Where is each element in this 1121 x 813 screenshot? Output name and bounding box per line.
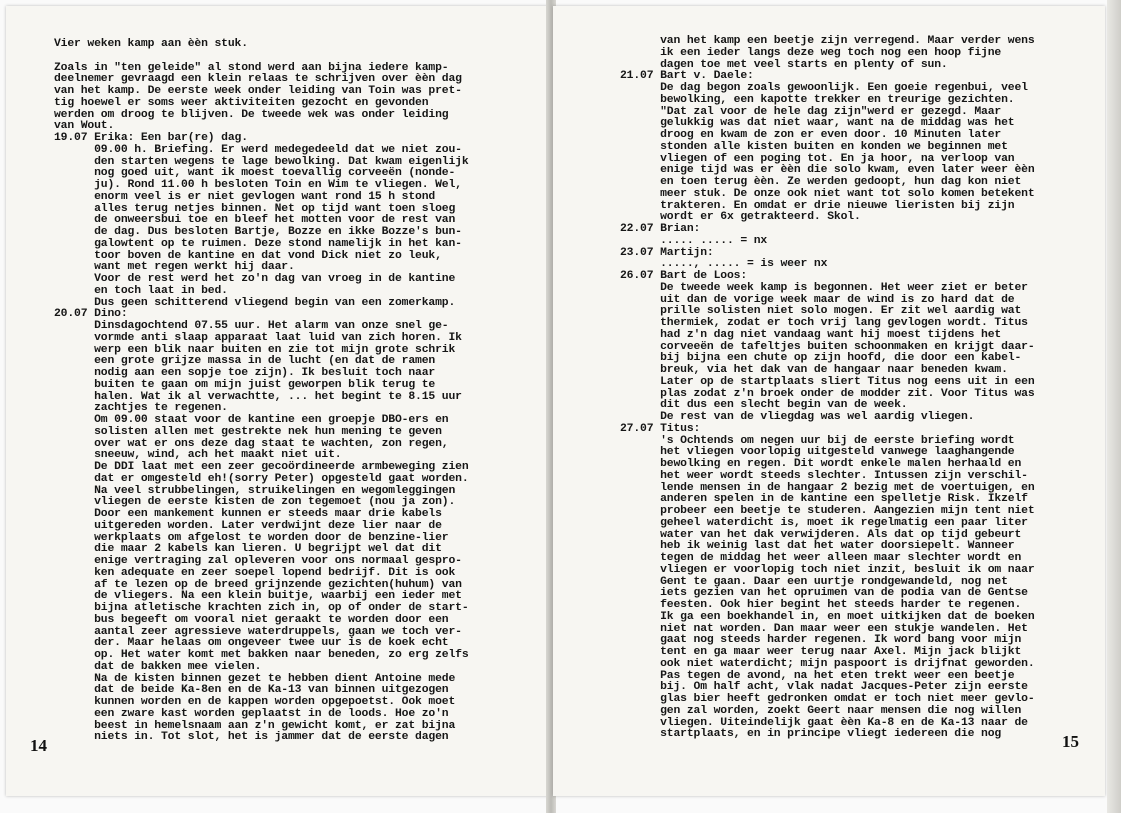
text-line: tent en ga maar weer terug naar Axel. Mijn jack blijkt (620, 646, 1022, 658)
text-line: gelukkig was dat niet waar, want na de middag was het (620, 117, 1015, 130)
text-line: buiten te gaan om mijn juist geworpen blik terug te (54, 378, 436, 391)
text-line: nog goed uit, want ik moest toevallig corveeën (nonde- (54, 167, 456, 180)
text-line: vormde anti slaap apparaat laat luid van zich horen. Ik (54, 331, 462, 344)
text-line: bij bijna een chute op zijn hoofd, die door een kabel- (620, 352, 1022, 365)
text-line: halen. Wat ik al verwachtte, ... het begint te 8.15 uur (54, 390, 462, 403)
text-line: enige tijd was er èèn die solo kwam, even later weer èèn (620, 164, 1035, 177)
text-line: uitgereden worden. Later verdwijnt deze lier naar de (54, 519, 442, 532)
text-line: prille solisten niet solo mogen. Er zit wel aardig wat (620, 305, 1022, 318)
page-number-left: 14 (30, 736, 47, 755)
text-line: ....., ..... = is weer nx (620, 258, 828, 271)
text-line: meer stuk. De onze ook niet want tot solo komen betekent (620, 187, 1035, 200)
text-line: Door een mankement kunnen er steeds maar drie kabels (54, 508, 442, 520)
text-line: De rest van de vliegdag was wel aardig vliegen. (620, 411, 975, 423)
text-line: 09.00 h. Briefing. Er werd medegedeeld dat we niet zou- (54, 143, 462, 156)
text-line: "Dat zal voor de hele dag zijn"werd er gezegd. Maar (620, 105, 1002, 118)
text-line: vliegen er voorlopig toch niet inzit, besluit ik om naar (620, 563, 1035, 576)
text-line: had z'n dag niet vandaag want hij moest tijdens het (620, 328, 1002, 341)
text-line: Dinsdagochtend 07.55 uur. Het alarm van onze snel ge- (54, 320, 449, 332)
text-line: Gent te gaan. Daar een uurtje rondgewandeld, nog net (620, 575, 1008, 588)
text-line: niets in. Tot slot, het is jammer dat de eerste dagen (54, 731, 449, 744)
text-line: solisten allen met gestrekte nek hun mening te geven (54, 425, 442, 438)
text-line: anderen spelen in de kantine een spelletje Risk. Ikzelf (620, 493, 1028, 506)
text-line: aantal zeer agressieve waterdruppels, gaan we toch ver- (54, 625, 462, 638)
text-line: wordt er 6x getrakteerd. Skol. (620, 211, 861, 224)
text-line: 27.07 Titus: (620, 422, 701, 435)
text-line: De DDI laat met een zeer gecoördineerde armbeweging zien (54, 461, 469, 473)
text-line: Vier weken kamp aan èèn stuk. (54, 38, 248, 50)
text-line: Later op de startplaats sliert Titus nog eens uit in een (620, 375, 1035, 388)
text-line: sneeuw, wind, ach het maakt niet uit. (54, 449, 342, 462)
text-line: werkplaats om afgelost te worden door de benzine-lier (54, 531, 449, 544)
text-line: galowtent op te ruimen. Deze stond namelijk in het kan- (54, 237, 462, 250)
text-line: dit dus een slecht begin van de week. (620, 399, 908, 412)
text-line: Om 09.00 staat voor de kantine een groepje DBO-ers en (54, 414, 449, 426)
text-line: ook niet waterdicht; mijn paspoort is drijfnat geworden. (620, 657, 1035, 670)
text-line: gaat nog steeds harder regenen. Ik word bang voor mijn (620, 634, 1022, 647)
text-line: 19.07 Erika: Een bar(re) dag. (54, 132, 248, 144)
text-line: niet nat worden. Dan maar weer een stukje wandelen. Het (620, 622, 1028, 635)
text-line: 's Ochtends om negen uur bij de eerste briefing wordt (620, 434, 1015, 447)
text-line: thermiek, zodat er toch vrij lang gevlogen wordt. Titus (620, 317, 1028, 329)
right-page (553, 6, 1105, 796)
text-line: glas bier heeft gedronken omdat er toch niet meer gevlo- (620, 693, 1035, 705)
text-line: Ik ga een boekhandel in, en moet uitkijken dat de boeken (620, 610, 1035, 623)
text-line: die maar 2 kabels kan lieren. U begrijpt wel dat dit (54, 543, 442, 556)
text-line: bijna atletische krachten zich in, op of onder de start- (54, 602, 469, 614)
text-line: van het kamp een beetje zijn verregend. Maar verder wens (620, 35, 1035, 47)
text-line: lende mensen in de hangaar 2 bezig met de voertuigen, en (620, 481, 1035, 494)
text-line: beest in hemelsnaam aan z'n gewicht komt, er zat bijna (54, 719, 456, 732)
text-line: en toch laat in bed. (54, 284, 228, 297)
text-line: Na de kisten binnen gezet te hebben dient Antoine mede (54, 672, 456, 685)
text-line: het vliegen voorlopig uitgesteld vanwege laaghangende (620, 446, 1015, 459)
left-page-text (54, 39, 469, 744)
text-line: water van het dak verwijderen. Als dat op tijd gebeurt (620, 528, 1022, 541)
text-line: deelnemer gevraagd een klein relaas te schrijven over èèn dag (54, 73, 462, 86)
text-line: van Wout. (54, 120, 115, 133)
text-line: corveeën de tafeltjes buiten schoonmaken en krijgt daar- (620, 340, 1035, 353)
text-line: werp een blik naar buiten en zie tot mijn grote schrik (54, 343, 456, 356)
text-line: droog en kwam de zon er even door. 10 Minuten later (620, 129, 1002, 141)
text-line: bus begeeft om vooral niet geraakt te worden door een (54, 613, 449, 626)
text-line: dat er omgesteld eh!(sorry Peter) opgesteld gaat worden. (54, 472, 469, 485)
text-line: startplaats, en in principe vliegt iedereen die nog (620, 728, 1002, 741)
text-line: de dag. Dus besloten Bartje, Bozze en ikke Bozze's bun- (54, 226, 462, 238)
text-line: tegen de middag het weer alleen maar slechter wordt en (620, 552, 1022, 564)
text-line: den starten wegens te lage bewolking. Dat kwam eigenlijk (54, 155, 469, 168)
text-line: werden om droog te blijven. De tweede wek was onder leiding (54, 108, 449, 121)
text-line: uit dan de vorige week maar de wind is zo hard dat de (620, 293, 1015, 306)
text-line: nodig aan een sopje toe zijn). Ik besluit toch naar (54, 367, 436, 379)
text-line: stonden alle kisten buiten en konden we beginnen met (620, 140, 1008, 153)
text-line: iets gezien van het opruimen van de podia van de Gentse (620, 587, 1028, 600)
right-page-text (620, 36, 1035, 741)
text-line: ken adequate en zeer soepel lopend bedrijf. Dit is ook (54, 566, 456, 579)
text-line: op. Het water komt met bakken naar beneden, zo erg zelfs (54, 649, 469, 661)
text-line: bij. Om half acht, vlak nadat Jacques-Peter zijn eerste (620, 681, 1028, 694)
text-line: een zware kast worden geplaatst in de loods. Hoe zo'n (54, 707, 449, 720)
text-line: 26.07 Bart de Loos: (620, 270, 748, 282)
text-line: toor boven de kantine en dat vond Dick niet zo leuk, (54, 249, 442, 262)
text-line: De tweede week kamp is begonnen. Het weer ziet er beter (620, 281, 1028, 294)
text-line: af te lezen op de breed grijnzende gezichten(huhum) van (54, 578, 462, 591)
text-line: en toen terug èèn. Ze werden gedoopt, hun dag kon niet (620, 176, 1022, 188)
text-line: Na veel strubbelingen, struikelingen en wegomleggingen (54, 484, 456, 497)
text-line: vliegen of een poging tot. En ja hoor, na verloop van (620, 152, 1015, 165)
text-line: 20.07 Dino: (54, 308, 128, 321)
text-line: kunnen worden en de kappen worden opgepoetst. Ook moet (54, 696, 456, 708)
text-line: bewolking en regen. Dit wordt enkele malen herhaald en (620, 458, 1022, 470)
text-line: tig hoewel er soms weer aktiviteiten gezocht en gevonden (54, 96, 429, 109)
text-line: vliegen. Uiteindelijk gaat èèn Ka-8 en de Ka-13 naar de (620, 716, 1028, 729)
text-line: 21.07 Bart v. Daele: (620, 70, 754, 83)
text-line: De dag begon zoals gewoonlijk. Een goeie regenbui, veel (620, 82, 1028, 94)
text-line: probeer een beetje te studeren. Aangezien mijn tent niet (620, 505, 1035, 517)
text-line: enorm veel is er niet gevlogen want rond 15 h stond (54, 190, 436, 203)
text-line: breuk, via het dak van de hangaar naar beneden kwam. (620, 364, 1008, 376)
text-line: Zoals in "ten geleide" al stond werd aan bijna iedere kamp- (54, 61, 449, 74)
text-line: plas zodat z'n broek onder de modder zit. Voor Titus was (620, 387, 1035, 400)
text-line: een grote grijze massa in de lucht (en dat de ramen (54, 355, 436, 368)
text-line: bewolking, een kapotte trekker en treurige gezichten. (620, 93, 1015, 106)
text-line: dat de bakken mee vielen. (54, 660, 262, 673)
left-page (6, 6, 549, 796)
text-line: gen zal worden, zoekt Geert naar mensen die nog willen (620, 704, 1022, 717)
text-line: Pas tegen de avond, na het eten trekt weer een beetje (620, 669, 1015, 682)
page-edge (1107, 0, 1121, 813)
text-line: geheel waterdicht is, moet ik regelmatig een paar liter (620, 516, 1028, 529)
text-line: dat de beide Ka-8en en de Ka-13 van binnen uitgezogen (54, 684, 449, 697)
text-line: zachtjes te regenen. (54, 402, 228, 415)
text-line: van het kamp. De eerste week onder leiding van Toin was pret- (54, 85, 462, 97)
text-line: feesten. Ook hier begint het steeds harder te regenen. (620, 599, 1022, 611)
text-line: want met regen werkt hij daar. (54, 261, 295, 274)
text-line: heb ik weinig last dat het water doorsiepelt. Wanneer (620, 540, 1015, 553)
text-line (54, 51, 469, 63)
text-line: 22.07 Brian: (620, 223, 701, 235)
text-line: over wat er ons deze dag staat te wachten, zon regen, (54, 437, 449, 450)
text-line: ik een ieder langs deze weg toch nog een hoop fijne (620, 46, 1002, 59)
text-line: der. Maar helaas om ongeveer twee uur is de koek echt (54, 637, 449, 650)
text-line: het weer wordt steeds slechter. Intussen zijn verschil- (620, 469, 1028, 482)
page-number-right: 15 (1062, 732, 1079, 751)
text-line: trakteren. En omdat er drie nieuwe lieristen bij zijn (620, 199, 1015, 212)
text-line: ..... ..... = nx (620, 234, 768, 247)
text-line: vliegen de eerste kisten de zon tegemoet (nou ja zon). (54, 496, 456, 509)
text-line: ju). Rond 11.00 h besloten Toin en Wim te vliegen. Wel, (54, 179, 462, 191)
text-line: Voor de rest werd het zo'n dag van vroeg in de kantine (54, 273, 456, 285)
text-line: dagen toe met veel starts en plenty of sun. (620, 58, 948, 71)
text-line: alles terug netjes binnen. Net op tijd want toen sloeg (54, 202, 456, 215)
text-line: de onweersbui toe en bleef het motten voor de rest van (54, 214, 456, 227)
text-line: enige vertraging zal opleveren voor ons normaal gespro- (54, 555, 462, 567)
text-line: Dus geen schitterend vliegend begin van een zomerkamp. (54, 296, 456, 309)
text-line: 23.07 Martijn: (620, 246, 714, 259)
text-line: de vliegers. Na een klein buitje, waarbij een ieder met (54, 590, 462, 603)
